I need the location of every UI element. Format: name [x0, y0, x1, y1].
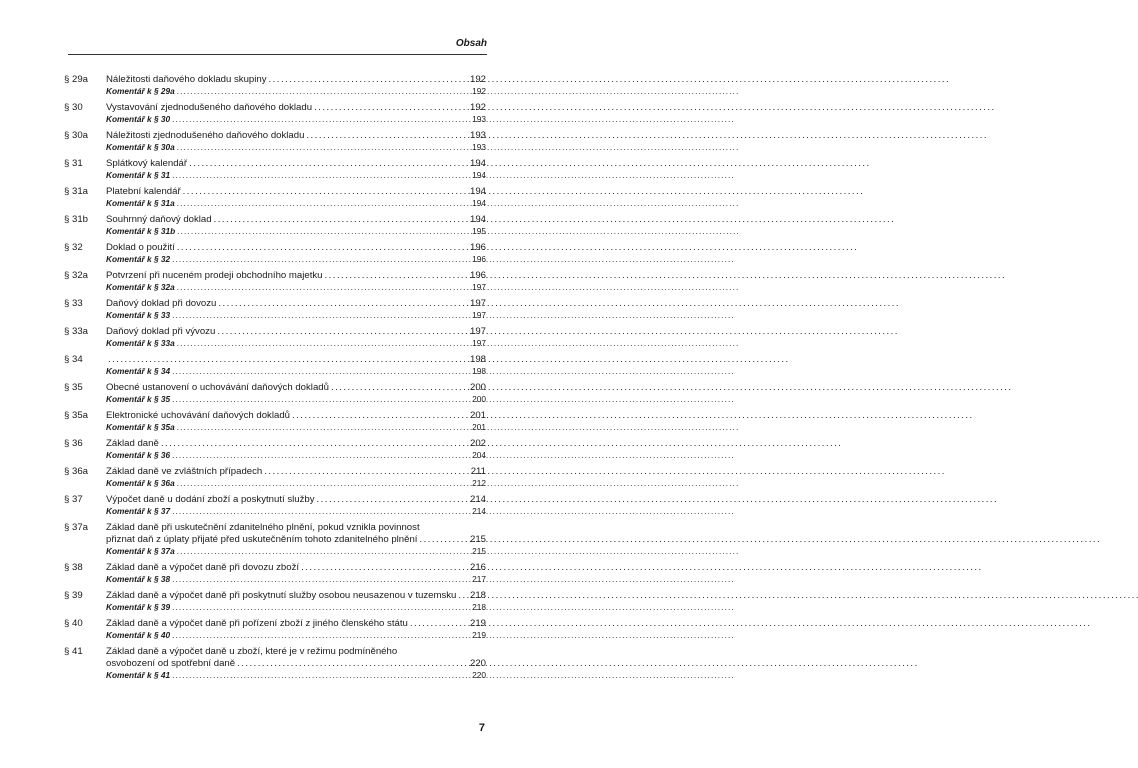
toc-comment-row: [64, 602, 486, 613]
dot-leader: [177, 226, 470, 237]
toc-section-row: [64, 242, 486, 254]
toc-comment-row: [64, 630, 486, 641]
section-title: Náležitosti daňového dokladu skupiny: [106, 74, 267, 85]
toc-entry: [64, 646, 486, 681]
dot-leader: [189, 158, 468, 170]
toc-section-row: [64, 186, 486, 198]
section-number: § 30a: [64, 130, 89, 141]
section-title: Souhrnný daňový doklad: [106, 214, 212, 225]
dot-leader: [177, 282, 470, 293]
toc-entry: [64, 562, 486, 585]
toc-entry: [64, 130, 486, 153]
dot-leader: [172, 506, 470, 517]
section-title: Elektronické uchovávání daňových dokladů: [106, 410, 290, 421]
toc-comment-row: [64, 478, 486, 489]
entry-body: [106, 494, 486, 506]
dot-leader: [217, 326, 468, 338]
dot-leader: [172, 602, 470, 613]
comment-page: 197: [472, 282, 486, 292]
toc-entry: [64, 214, 486, 237]
toc-section-row: [64, 74, 486, 86]
entry-body: [106, 270, 486, 282]
section-title: Doklad o použití: [106, 242, 175, 253]
section-title: Výpočet daně u dodání zboží a poskytnutí služby: [106, 494, 315, 505]
entry-body: [106, 170, 486, 181]
comment-title: Komentář k § 38: [106, 574, 171, 584]
comment-page: 195: [472, 226, 486, 236]
comment-page: 196: [472, 254, 486, 264]
dot-leader: [172, 574, 470, 585]
toc-comment-row: [64, 254, 486, 265]
toc-entry: [64, 466, 486, 489]
section-number: § 34: [64, 354, 83, 365]
running-header: [68, 38, 487, 54]
section-page: 202: [469, 438, 486, 449]
comment-title: Komentář k § 37: [106, 506, 171, 516]
section-number: § 37: [64, 494, 83, 505]
header-title: Obsah: [455, 38, 487, 49]
comment-page: 193: [472, 114, 486, 124]
section-title-line1: Základ daně při uskutečnění zdanitelného plnění, pokud vznikla povinnost: [106, 522, 420, 533]
toc-comment-row: [64, 86, 486, 97]
entry-body: [106, 382, 486, 394]
comment-title: Komentář k § 29a: [106, 86, 175, 96]
dot-leader: [172, 450, 470, 461]
section-number: § 35a: [64, 410, 89, 421]
toc-comment-row: [64, 338, 486, 349]
comment-page: 197: [472, 338, 486, 348]
entry-body: [106, 670, 486, 681]
page-number: 7: [478, 722, 485, 734]
entry-body: [106, 602, 486, 613]
comment-page: 194: [472, 198, 486, 208]
toc-entry: [64, 158, 486, 181]
section-page: 219: [469, 618, 486, 629]
section-title: přiznat daň z úplaty přijaté před uskutečněním tohoto zdanitelného plnění: [106, 534, 418, 545]
comment-title: Komentář k § 30a: [106, 142, 175, 152]
toc-comment-row: [64, 422, 486, 433]
section-page: 215: [469, 534, 486, 545]
section-number: § 36a: [64, 466, 89, 477]
toc-entry: [64, 186, 486, 209]
toc-section-row-continued: [64, 658, 486, 670]
toc-comment-row: [64, 394, 486, 405]
dot-leader: [172, 366, 470, 377]
comment-title: Komentář k § 30: [106, 114, 171, 124]
toc-comment-row: [64, 114, 486, 125]
section-title: Daňový doklad při dovozu: [106, 298, 217, 309]
toc-section-row: [64, 438, 486, 450]
entry-body: [106, 630, 486, 641]
toc-comment-row: [64, 506, 486, 517]
dot-leader: [237, 658, 468, 670]
section-number: § 31a: [64, 186, 89, 197]
comment-title: Komentář k § 34: [106, 366, 171, 376]
toc-section-row: [64, 646, 486, 658]
toc-section-row: [64, 326, 486, 338]
toc-entry: [64, 74, 486, 97]
toc-entry: [64, 102, 486, 125]
toc-section-row: [64, 618, 486, 630]
entry-body: [106, 142, 486, 153]
comment-page: 212: [472, 478, 486, 488]
dot-leader: [108, 354, 468, 366]
dot-leader: [172, 670, 470, 681]
dot-leader: [161, 438, 468, 450]
section-page: 220: [469, 658, 486, 669]
entry-body: [106, 394, 486, 405]
section-title: Obecné ustanovení o uchovávání daňových dokladů: [106, 382, 329, 393]
dot-leader: [177, 338, 470, 349]
entry-body: [106, 74, 486, 86]
section-number: § 32a: [64, 270, 89, 281]
section-title: Základ daně ve zvláštních případech: [106, 466, 263, 477]
dot-leader: [317, 494, 468, 506]
toc-section-row: [64, 158, 486, 170]
section-page: 194: [469, 158, 486, 169]
comment-page: 201: [472, 422, 486, 432]
toc-section-row: [64, 494, 486, 506]
comment-page: 194: [472, 170, 486, 180]
section-page: 192: [469, 102, 486, 113]
comment-page: 192: [472, 86, 486, 96]
section-number: § 35: [64, 382, 83, 393]
dot-leader: [172, 630, 470, 641]
dot-leader: [264, 466, 468, 478]
toc-section-row: [64, 466, 486, 478]
dot-leader: [331, 382, 468, 394]
comment-page: 198: [472, 366, 486, 376]
section-number: § 41: [64, 646, 83, 657]
section-number: § 40: [64, 618, 83, 629]
entry-body: [106, 450, 486, 461]
entry-body: [106, 366, 486, 377]
section-page: 214: [469, 494, 486, 505]
comment-page: 215: [472, 546, 486, 556]
comment-title: Komentář k § 36: [106, 450, 171, 460]
toc-section-row: [64, 590, 486, 602]
toc-entry: [64, 354, 486, 377]
section-title: Daňový doklad při vývozu: [106, 326, 216, 337]
comment-title: Komentář k § 35a: [106, 422, 175, 432]
section-number: § 33a: [64, 326, 89, 337]
comment-title: Komentář k § 40: [106, 630, 171, 640]
dot-leader: [306, 130, 468, 142]
section-page: 194: [469, 214, 486, 225]
comment-title: Komentář k § 31: [106, 170, 171, 180]
section-title: osvobození od spotřební daně: [106, 658, 236, 669]
comment-title: Komentář k § 33a: [106, 338, 175, 348]
entry-body: [106, 114, 486, 125]
toc-comment-row: [64, 366, 486, 377]
comment-title: Komentář k § 31b: [106, 226, 176, 236]
section-page: 198: [469, 354, 486, 365]
section-number: § 30: [64, 102, 83, 113]
entry-body: [106, 226, 486, 237]
comment-page: 218: [472, 602, 486, 612]
section-title: Základ daně a výpočet daně při pořízení zboží z jiného členského státu: [106, 618, 408, 629]
entry-body: [106, 310, 486, 321]
dot-leader: [177, 478, 470, 489]
section-title: Platební kalendář: [106, 186, 181, 197]
section-page: 192: [469, 74, 486, 85]
entry-body: [106, 546, 486, 557]
section-title: Základ daně: [106, 438, 159, 449]
entry-body: [106, 506, 486, 517]
entry-body: [106, 590, 486, 602]
dot-leader: [177, 546, 470, 557]
entry-body: [106, 198, 486, 209]
dot-leader: [172, 254, 470, 265]
section-page: 201: [469, 410, 486, 421]
toc-entry: [64, 590, 486, 613]
entry-body: [106, 618, 486, 630]
section-page: 197: [469, 298, 486, 309]
toc-comment-row: [64, 310, 486, 321]
comment-title: Komentář k § 36a: [106, 478, 175, 488]
toc-comment-row: [64, 142, 486, 153]
entry-body: [106, 254, 486, 265]
entry-body: [106, 242, 486, 254]
comment-page: 219: [472, 630, 486, 640]
section-title-line1: Základ daně a výpočet daně u zboží, které je v režimu podmíněného: [106, 646, 398, 657]
table-of-contents: [64, 74, 486, 686]
section-title: Základ daně a výpočet daně při poskytnutí služby osobou neusazenou v tuzemsku: [106, 590, 457, 601]
comment-title: Komentář k § 35: [106, 394, 171, 404]
entry-body: [106, 86, 486, 97]
entry-body: [106, 438, 486, 450]
section-number: § 36: [64, 438, 83, 449]
section-number: § 38: [64, 562, 83, 573]
entry-body: [106, 102, 486, 114]
toc-section-row: [64, 522, 486, 534]
toc-section-row: [64, 298, 486, 310]
comment-title: Komentář k § 37a: [106, 546, 175, 556]
dot-leader: [183, 186, 468, 198]
entry-body: [106, 478, 486, 489]
section-title: Základ daně a výpočet daně při dovozu zboží: [106, 562, 300, 573]
comment-page: 204: [472, 450, 486, 460]
entry-body: [106, 130, 486, 142]
comment-title: Komentář k § 31a: [106, 198, 175, 208]
toc-entry: [64, 522, 486, 557]
entry-body: [106, 186, 486, 198]
toc-section-row: [64, 562, 486, 574]
comment-title: Komentář k § 41: [106, 670, 171, 680]
section-page: 193: [469, 130, 486, 141]
toc-comment-row: [64, 450, 486, 461]
comment-page: 214: [472, 506, 486, 516]
entry-body: [106, 354, 486, 366]
toc-entry: [64, 326, 486, 349]
entry-body: [106, 214, 486, 226]
comment-page: 200: [472, 394, 486, 404]
dot-leader: [172, 114, 470, 125]
dot-leader: [177, 242, 468, 254]
dot-leader: [172, 310, 470, 321]
section-number: § 33: [64, 298, 83, 309]
entry-body: [106, 326, 486, 338]
section-number: § 31: [64, 158, 83, 169]
entry-body: [106, 422, 486, 433]
toc-section-row: [64, 382, 486, 394]
toc-entry: [64, 494, 486, 517]
section-title: Potvrzení při nuceném prodeji obchodního majetku: [106, 270, 323, 281]
dot-leader: [410, 618, 468, 630]
comment-title: Komentář k § 39: [106, 602, 171, 612]
section-number: § 37a: [64, 522, 89, 533]
comment-page: 193: [472, 142, 486, 152]
header-rule: [68, 54, 487, 55]
section-page: 211: [470, 466, 486, 477]
entry-body: [106, 658, 486, 670]
toc-comment-row: [64, 198, 486, 209]
comment-page: 197: [472, 310, 486, 320]
entry-body: [106, 410, 486, 422]
toc-comment-row: [64, 226, 486, 237]
toc-section-row: [64, 410, 486, 422]
toc-section-row: [64, 130, 486, 142]
dot-leader: [177, 86, 470, 97]
entry-body: [106, 298, 486, 310]
section-number: § 39: [64, 590, 83, 601]
dot-leader: [325, 270, 468, 282]
entry-body: [106, 562, 486, 574]
dot-leader: [458, 590, 468, 602]
section-title: Splátkový kalendář: [106, 158, 188, 169]
dot-leader: [214, 214, 468, 226]
section-page: 200: [469, 382, 486, 393]
toc-comment-row: [64, 282, 486, 293]
entry-body: [106, 574, 486, 585]
section-page: 196: [469, 270, 486, 281]
comment-title: Komentář k § 32a: [106, 282, 175, 292]
section-title: Náležitosti zjednodušeného daňového dokladu: [106, 130, 305, 141]
entry-body: [106, 158, 486, 170]
toc-section-row-continued: [64, 534, 486, 546]
entry-body: [106, 534, 486, 546]
dot-leader: [177, 198, 470, 209]
dot-leader: [419, 534, 468, 546]
section-page: 197: [469, 326, 486, 337]
section-page: 216: [469, 562, 486, 573]
toc-entry: [64, 410, 486, 433]
toc-comment-row: [64, 574, 486, 585]
comment-title: Komentář k § 33: [106, 310, 171, 320]
comment-page: 217: [472, 574, 486, 584]
entry-body: [106, 282, 486, 293]
dot-leader: [292, 410, 468, 422]
toc-section-row: [64, 354, 486, 366]
dot-leader: [218, 298, 468, 310]
toc-entry: [64, 242, 486, 265]
entry-body: [106, 338, 486, 349]
comment-title: Komentář k § 32: [106, 254, 171, 264]
toc-entry: [64, 382, 486, 405]
section-page: 194: [469, 186, 486, 197]
toc-section-row: [64, 102, 486, 114]
toc-comment-row: [64, 170, 486, 181]
section-page: 196: [469, 242, 486, 253]
dot-leader: [269, 74, 468, 86]
section-number: § 32: [64, 242, 83, 253]
section-title: Vystavování zjednodušeného daňového dokladu: [106, 102, 313, 113]
toc-section-row: [64, 270, 486, 282]
dot-leader: [314, 102, 468, 114]
section-number: § 31b: [64, 214, 89, 225]
dot-leader: [172, 170, 470, 181]
comment-page: 220: [472, 670, 486, 680]
entry-body: [106, 466, 486, 478]
toc-section-row: [64, 214, 486, 226]
dot-leader: [301, 562, 468, 574]
dot-leader: [172, 394, 470, 405]
section-page: 218: [469, 590, 486, 601]
toc-comment-row: [64, 670, 486, 681]
toc-entry: [64, 298, 486, 321]
toc-entry: [64, 618, 486, 641]
dot-leader: [177, 422, 470, 433]
toc-entry: [64, 438, 486, 461]
toc-comment-row: [64, 546, 486, 557]
section-number: § 29a: [64, 74, 89, 85]
toc-entry: [64, 270, 486, 293]
dot-leader: [177, 142, 470, 153]
